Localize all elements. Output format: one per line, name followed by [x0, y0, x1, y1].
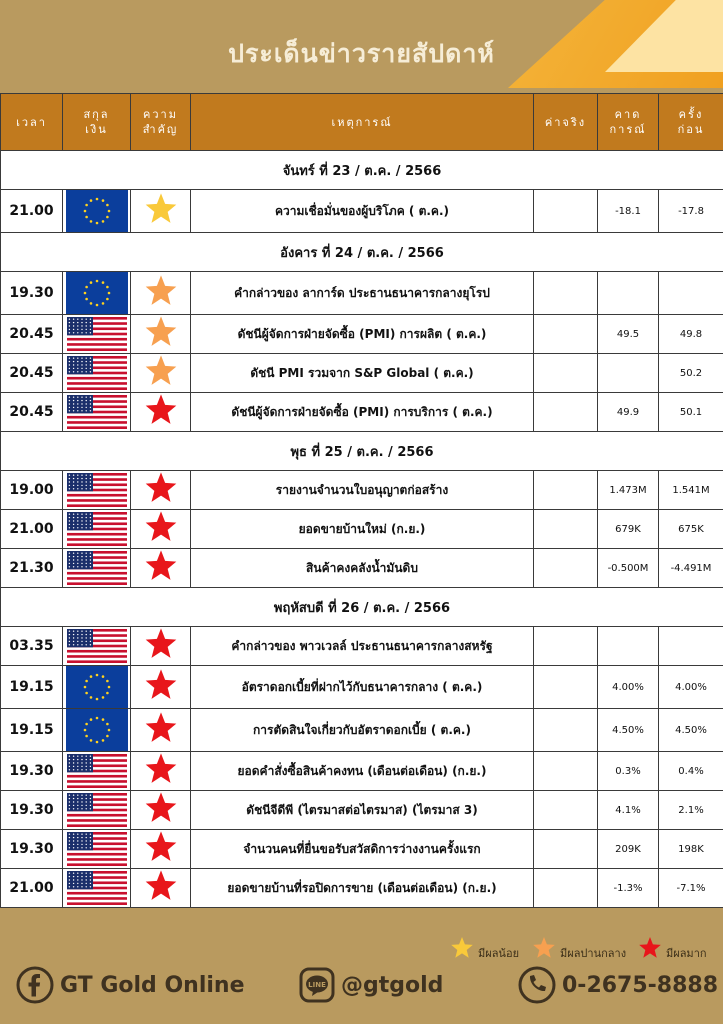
- forecast-value: 0.3%: [598, 752, 659, 791]
- previous-value: 2.1%: [659, 791, 723, 830]
- forecast-value: -1.3%: [598, 869, 659, 908]
- column-header-importance: ความ สำคัญ: [131, 94, 191, 151]
- importance-star: [131, 869, 191, 908]
- previous-value: -7.1%: [659, 869, 723, 908]
- forecast-value: 1.473M: [598, 471, 659, 510]
- event-time: 20.45: [1, 315, 63, 354]
- day-header-row: [1, 588, 723, 627]
- table-row: [1, 315, 723, 354]
- us-flag-icon: [67, 832, 127, 866]
- us-flag-icon: [67, 754, 127, 788]
- forecast-value: [598, 272, 659, 315]
- actual-value: [534, 272, 598, 315]
- event-time: 19.30: [1, 791, 63, 830]
- star-medium-icon: [144, 354, 178, 388]
- forecast-value: 209K: [598, 830, 659, 869]
- previous-value: 50.2: [659, 354, 723, 393]
- star-medium-icon: [144, 274, 178, 308]
- table-row: [1, 752, 723, 791]
- currency-flag: [63, 869, 131, 908]
- us-flag-icon: [67, 551, 127, 585]
- legend-low-label: มีผลน้อย: [478, 947, 520, 960]
- star-medium-icon: [532, 936, 556, 960]
- forecast-value: [598, 354, 659, 393]
- us-flag-icon: [67, 395, 127, 429]
- currency-flag: [63, 627, 131, 666]
- economic-calendar-table: [0, 93, 723, 908]
- forecast-value: [598, 627, 659, 666]
- forecast-value: 49.5: [598, 315, 659, 354]
- actual-value: [534, 510, 598, 549]
- eu-flag-icon: [66, 190, 128, 232]
- event-time: 20.45: [1, 354, 63, 393]
- table-row: [1, 709, 723, 752]
- event-time: 19.30: [1, 830, 63, 869]
- actual-value: [534, 315, 598, 354]
- star-high-icon: [144, 869, 178, 903]
- star-low-icon: [450, 936, 474, 960]
- event-name: อัตราดอกเบี้ยที่ฝากไว้กับธนาคารกลาง ( ต.ค.): [191, 666, 534, 709]
- event-time: 21.00: [1, 869, 63, 908]
- actual-value: [534, 549, 598, 588]
- table-row: [1, 393, 723, 432]
- actual-value: [534, 627, 598, 666]
- currency-flag: [63, 190, 131, 233]
- column-header-currency: สกุล เงิน: [63, 94, 131, 151]
- currency-flag: [63, 393, 131, 432]
- actual-value: [534, 791, 598, 830]
- event-time: 19.15: [1, 666, 63, 709]
- event-name: ดัชนีผู้จัดการฝ่ายจัดซื้อ (PMI) การบริการ ( ต.ค.): [191, 393, 534, 432]
- event-time: 03.35: [1, 627, 63, 666]
- day-header-row: [1, 151, 723, 190]
- event-name: ดัชนีผู้จัดการฝ่ายจัดซื้อ (PMI) การผลิต ( ต.ค.): [191, 315, 534, 354]
- day-label: พฤหัสบดี ที่ 26 / ต.ค. / 2566: [1, 588, 723, 627]
- us-flag-icon: [67, 793, 127, 827]
- importance-legend: [450, 932, 720, 962]
- importance-star: [131, 190, 191, 233]
- eu-flag-icon: [66, 666, 128, 708]
- contact-line[interactable]: [299, 963, 443, 1007]
- event-time: 21.30: [1, 549, 63, 588]
- event-time: 21.00: [1, 510, 63, 549]
- star-high-icon: [144, 752, 178, 786]
- forecast-value: 4.50%: [598, 709, 659, 752]
- event-time: 21.00: [1, 190, 63, 233]
- phone-icon: [518, 966, 556, 1004]
- column-header-event: เหตุการณ์: [191, 94, 534, 151]
- forecast-value: 4.1%: [598, 791, 659, 830]
- line-label: @gtgold: [341, 972, 444, 998]
- us-flag-icon: [67, 356, 127, 390]
- currency-flag: [63, 709, 131, 752]
- event-name: รายงานจำนวนใบอนุญาตก่อสร้าง: [191, 471, 534, 510]
- star-high-icon: [638, 936, 662, 960]
- importance-star: [131, 666, 191, 709]
- day-label: จันทร์ ที่ 23 / ต.ค. / 2566: [1, 151, 723, 190]
- importance-star: [131, 272, 191, 315]
- star-high-icon: [144, 668, 178, 702]
- forecast-value: 49.9: [598, 393, 659, 432]
- legend-high-label: มีผลมาก: [666, 947, 707, 960]
- currency-flag: [63, 752, 131, 791]
- svg-text:LINE: LINE: [308, 981, 326, 989]
- event-time: 20.45: [1, 393, 63, 432]
- star-high-icon: [144, 549, 178, 583]
- importance-star: [131, 315, 191, 354]
- legend-low: [450, 936, 520, 963]
- currency-flag: [63, 354, 131, 393]
- star-high-icon: [144, 627, 178, 661]
- event-name: คำกล่าวของ พาวเวลล์ ประธานธนาคารกลางสหรัฐ: [191, 627, 534, 666]
- actual-value: [534, 752, 598, 791]
- importance-star: [131, 549, 191, 588]
- importance-star: [131, 791, 191, 830]
- legend-medium-label: มีผลปานกลาง: [560, 947, 627, 960]
- importance-star: [131, 393, 191, 432]
- us-flag-icon: [67, 473, 127, 507]
- importance-star: [131, 709, 191, 752]
- star-high-icon: [144, 393, 178, 427]
- star-low-icon: [144, 192, 178, 226]
- currency-flag: [63, 315, 131, 354]
- day-label: พุธ ที่ 25 / ต.ค. / 2566: [1, 432, 723, 471]
- previous-value: 49.8: [659, 315, 723, 354]
- day-header-row: [1, 233, 723, 272]
- column-header-actual: ค่าจริง: [534, 94, 598, 151]
- event-name: จำนวนคนที่ยื่นขอรับสวัสดิการว่างงานครั้งแรก: [191, 830, 534, 869]
- eu-flag-icon: [66, 272, 128, 314]
- column-header-forecast: คาด การณ์: [598, 94, 659, 151]
- facebook-icon: [16, 966, 54, 1004]
- contact-facebook[interactable]: [16, 963, 245, 1007]
- us-flag-icon: [67, 629, 127, 663]
- previous-value: [659, 627, 723, 666]
- forecast-value: -0.500M: [598, 549, 659, 588]
- importance-star: [131, 471, 191, 510]
- contact-phone[interactable]: [518, 963, 718, 1007]
- event-time: 19.00: [1, 471, 63, 510]
- table-row: [1, 510, 723, 549]
- us-flag-icon: [67, 317, 127, 351]
- facebook-label: GT Gold Online: [60, 972, 245, 998]
- importance-star: [131, 627, 191, 666]
- previous-value: 0.4%: [659, 752, 723, 791]
- day-label: อังคาร ที่ 24 / ต.ค. / 2566: [1, 233, 723, 272]
- forecast-value: 4.00%: [598, 666, 659, 709]
- event-name: ความเชื่อมั่นของผู้บริโภค ( ต.ค.): [191, 190, 534, 233]
- previous-value: 198K: [659, 830, 723, 869]
- event-name: คำกล่าวของ ลาการ์ด ประธานธนาคารกลางยุโรป: [191, 272, 534, 315]
- actual-value: [534, 471, 598, 510]
- currency-flag: [63, 791, 131, 830]
- currency-flag: [63, 830, 131, 869]
- table-row: [1, 549, 723, 588]
- previous-value: [659, 272, 723, 315]
- previous-value: 1.541M: [659, 471, 723, 510]
- table-row: [1, 627, 723, 666]
- table-row: [1, 830, 723, 869]
- event-name: ยอดขายบ้านใหม่ (ก.ย.): [191, 510, 534, 549]
- page-title: ประเด็นข่าวรายสัปดาห์: [228, 39, 495, 68]
- table-row: [1, 666, 723, 709]
- star-high-icon: [144, 510, 178, 544]
- table-row: [1, 272, 723, 315]
- importance-star: [131, 354, 191, 393]
- phone-label: 0-2675-8888: [562, 972, 719, 998]
- currency-flag: [63, 471, 131, 510]
- actual-value: [534, 354, 598, 393]
- actual-value: [534, 869, 598, 908]
- previous-value: 4.00%: [659, 666, 723, 709]
- table-row: [1, 869, 723, 908]
- table-row: [1, 190, 723, 233]
- table-row: [1, 791, 723, 830]
- table-row: [1, 354, 723, 393]
- legend-medium: [532, 936, 627, 963]
- table-row: [1, 471, 723, 510]
- previous-value: -4.491M: [659, 549, 723, 588]
- actual-value: [534, 830, 598, 869]
- star-medium-icon: [144, 315, 178, 349]
- page-header: [0, 0, 723, 93]
- event-name: ดัชนีจีดีพี (ไตรมาสต่อไตรมาส) (ไตรมาส 3): [191, 791, 534, 830]
- previous-value: -17.8: [659, 190, 723, 233]
- us-flag-icon: [67, 871, 127, 905]
- previous-value: 675K: [659, 510, 723, 549]
- line-icon: [299, 967, 335, 1003]
- previous-value: 50.1: [659, 393, 723, 432]
- event-time: 19.30: [1, 752, 63, 791]
- legend-high: [638, 936, 707, 963]
- actual-value: [534, 666, 598, 709]
- actual-value: [534, 190, 598, 233]
- event-name: ยอดขายบ้านที่รอปิดการขาย (เดือนต่อเดือน) (ก.ย.): [191, 869, 534, 908]
- star-high-icon: [144, 471, 178, 505]
- event-name: ยอดคำสั่งซื้อสินค้าคงทน (เดือนต่อเดือน) (ก.ย.): [191, 752, 534, 791]
- currency-flag: [63, 666, 131, 709]
- forecast-value: -18.1: [598, 190, 659, 233]
- column-header-time: เวลา: [1, 94, 63, 151]
- currency-flag: [63, 272, 131, 315]
- star-high-icon: [144, 791, 178, 825]
- previous-value: 4.50%: [659, 709, 723, 752]
- importance-star: [131, 752, 191, 791]
- importance-star: [131, 830, 191, 869]
- event-time: 19.30: [1, 272, 63, 315]
- star-high-icon: [144, 711, 178, 745]
- star-high-icon: [144, 830, 178, 864]
- importance-star: [131, 510, 191, 549]
- event-name: สินค้าคงคลังน้ำมันดิบ: [191, 549, 534, 588]
- table-header-row: [1, 94, 723, 151]
- column-header-previous: ครั้ง ก่อน: [659, 94, 723, 151]
- event-time: 19.15: [1, 709, 63, 752]
- event-name: การตัดสินใจเกี่ยวกับอัตราดอกเบี้ย ( ต.ค.): [191, 709, 534, 752]
- eu-flag-icon: [66, 709, 128, 751]
- actual-value: [534, 393, 598, 432]
- actual-value: [534, 709, 598, 752]
- day-header-row: [1, 432, 723, 471]
- us-flag-icon: [67, 512, 127, 546]
- currency-flag: [63, 549, 131, 588]
- event-name: ดัชนี PMI รวมจาก S&P Global ( ต.ค.): [191, 354, 534, 393]
- forecast-value: 679K: [598, 510, 659, 549]
- currency-flag: [63, 510, 131, 549]
